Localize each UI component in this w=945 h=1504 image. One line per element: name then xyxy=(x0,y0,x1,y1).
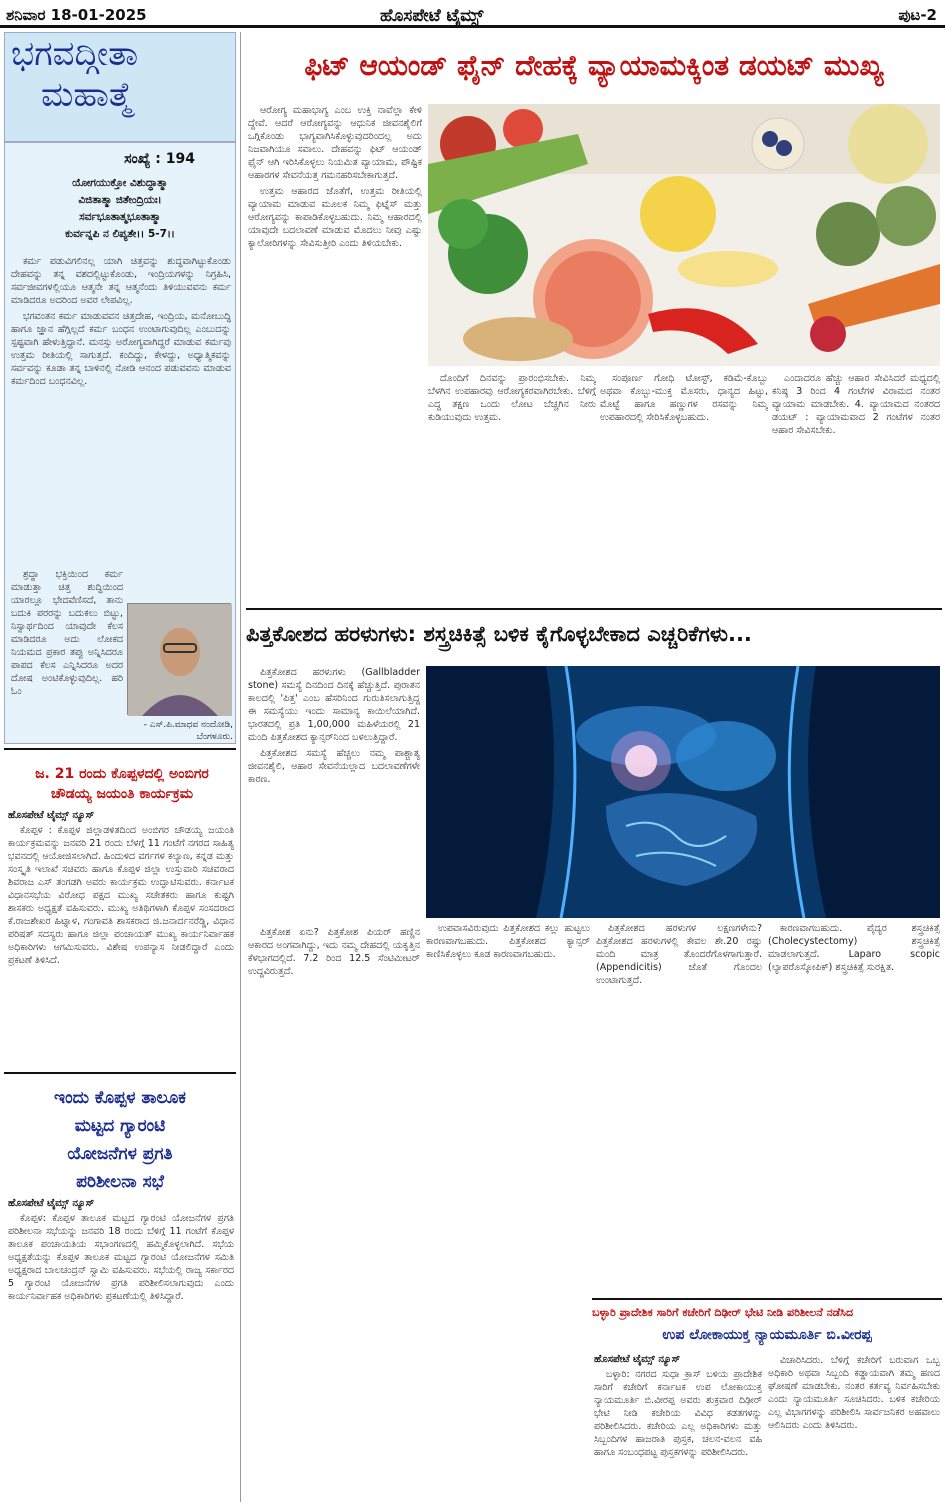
guarantee-headline xyxy=(4,1084,236,1196)
gita-number: ಸಂಖ್ಯೆ : 194 xyxy=(124,151,195,167)
article-para: ಉಪವಾಸವಿರುವುದು ಪಿತ್ತಕೋಶದ ಕಲ್ಲು ಹುಟ್ಟಲು ಕಾರಣವಾಗಬಹುದು. ಪಿತ್ತಕೋಶದ ಕ್ಯಾನ್ಸರ್ ಕಾಣಿಸಿಕೊಳ್ಳಲು ಕೂಡ ಕಾರಣವಾಗಬಹುದು. xyxy=(426,923,590,960)
ambiga-body xyxy=(8,824,234,1069)
article-para: ಆರೋಗ್ಯ ಮಹಾಭಾಗ್ಯ ಎಂಬ ಉಕ್ತಿ ನಾವೆಲ್ಲಾ ಕೇಳಿ ದ್ದೇವೆ. ಆದರೆ ಆರೋಗ್ಯವನ್ನು ಆಧುನಿಕ ಜೀವನಶೈಲಿಗೆ ಒಗ್ಗಿಕೊಂಡು ಭಾಗ್ಯವಾಗಿಸಿಕೊಳ್ಳುವುದರಿಂದಲ್ಲ ಅದು ನಿಜವಾಗಿಯೂ ಸವಾಲು. ದೇಹವನ್ನು ಫಿಟ್ ಆಯಂಡ್ ಫೈನ್ ಆಗಿ ಇರಿಸಿಕೊಳ್ಳಲು ನಿಯಮಿತ ವ್ಯಾಯಾಮ, ಪೌಷ್ಟಿಕ ಆಹಾರಗಳ ಸೇವನೆಯತ್ತ ಗಮನಹರಿಸಬೇಕಾಗುತ್ತದೆ. xyxy=(248,105,422,181)
divider xyxy=(4,748,236,750)
masthead: ಹೊಸಪೇಟೆ ಟೈಮ್ಸ್ xyxy=(380,6,484,26)
gita-para: ಭಗವಂತನ ಕರ್ಮ ಮಾಡುವವನ ಚಿತ್ತದೇಹ, ಇಂದ್ರಿಯ, ಮನೋಬುದ್ಧಿ ಹಾಗೂ ಜ್ಞಾನ ಹೆಗ್ಗಿಲ್ಲದೆ ಕರ್ಮ ಬಂಧನ ಉಂಟಾಗುವುದಿಲ್ಲ ಎಂಬುದನ್ನು ಸ್ಪಷ್ಟವಾಗಿ ಹೇಳುತ್ತಿದ್ದಾನೆ. ಮನಸ್ಸು ಅರೋಗ್ಯವಾಗಿದ್ದರೆ ಮಾಡುವ ಕರ್ಮವು ಉತ್ತಮ ರೀತಿಯಲ್ಲಿ ಸಾಗುತ್ತದೆ. ಕಂದಿದ್ದು, ಕೇಳದ್ದು, ಅಧ್ಯಾತ್ಮಿಕವನ್ನು ಸರ್ವವನ್ನು ಕೂಡಾ ತನ್ನ ಬಾಳಿನಲ್ಲಿ ನೋಡಿ ಆನಂದ ಪಡುವವನು ಮಾಡುವ ಕರ್ಮದಿಂದ ಬಂಧನವಿಲ್ಲ. xyxy=(11,311,231,387)
article-para: ದೊಂದಿಗೆ ದಿನವನ್ನು ಪ್ರಾರಂಭಿಸಬೇಕು. ನಿಮ್ಮ ಬೆಳಗಿನ ಉಪಹಾರವು ಆರೋಗ್ಯಕರವಾಗಿರಬೇಕು. ಬೆಳಿಗ್ಗೆ ಎದ್ದ ತಕ್ಷಣ ಒಂದು ಲೋಟ ಬೆಚ್ಚಗಿನ ನೀರು ಕುಡಿಯುವುದು ಉತ್ತಮ. xyxy=(428,373,596,423)
article-para: ಉತ್ತಮ ಆಹಾರದ ಜೊತೆಗೆ, ಉತ್ತಮ ರೀತಿಯಲ್ಲಿ ವ್ಯಾಯಾಮ ಮಾಡುವ ಮೂಲಕ ನಿಮ್ಮ ಫಿಟ್ನೆಸ್ ಮತ್ತು ಆರೋಗ್ಯವನ್ನು ಕಾಪಾಡಿಕೊಳ್ಳಬಹುದು. ನಿಮ್ಮ ಆಹಾರದಲ್ಲಿ ಯಾವುದೇ ಬದಲಾವಣೆ ಮಾಡುವ ಮೊದಲು ನೀವು ಎಷ್ಟು ಕ್ಯಾಲೋರಿಗಳನ್ನು ಸೇವಿಸುತ್ತೀರಿ ಎಂದು ತಿಳಿಯಬೇಕು. xyxy=(248,186,422,249)
article-para: ಕಾರಣವಾಗಬಹುದು. ಪೈದ್ಯರ ಶಸ್ತ್ರಚಿಕಿತ್ಸೆ (Cholecystectomy) ಶಸ್ತ್ರಚಿಕಿತ್ಸೆ ಮಾಡಲಾಗುತ್ತದೆ. Laparo scopic (ಲ್ಯಾಪರೊಸ್ಕೋಪಿಕ್) ಶಸ್ತ್ರಚಿಕಿತ್ಸೆ ಸುರಕ್ಷಿತ. xyxy=(768,923,940,973)
gita-text xyxy=(11,255,231,565)
bellary-col2 xyxy=(768,1354,940,1500)
bellary-col1 xyxy=(594,1368,762,1500)
bellary-dateline: ಹೊಸಪೇಟೆ ಟೈಮ್ಸ್ ನ್ಯೂಸ್ xyxy=(594,1354,681,1365)
verse-line: ಯೋಗಯುಕ್ತೋ ವಿಶುದ್ಧಾತ್ಮಾ xyxy=(72,177,168,189)
gall-col2 xyxy=(426,922,590,1500)
guarantee-dateline: ಹೊಸಪೇಟೆ ಟೈಮ್ಸ್ ನ್ಯೂಸ್ xyxy=(8,1198,95,1209)
gall-col1b xyxy=(248,926,420,1500)
headline-line: ಜ. 21 ರಂದು ಕೊಪ್ಪಳದಲ್ಲಿ ಅಂಬಿಗರ xyxy=(35,766,209,782)
ambiga-headline xyxy=(8,764,236,804)
page-number: ಪುಟ-2 xyxy=(898,6,937,24)
gall-body-image xyxy=(426,666,940,918)
page-header xyxy=(0,0,945,28)
gita-text-2 xyxy=(11,568,123,718)
diet-col1 xyxy=(248,104,422,564)
divider xyxy=(592,1298,942,1300)
headline-line: ಪರಿಶೀಲನಾ ಸಭೆ xyxy=(76,1172,164,1192)
guarantee-body xyxy=(8,1212,234,1500)
divider xyxy=(4,1072,236,1074)
column-divider xyxy=(240,32,241,1502)
divider xyxy=(246,608,942,610)
headline-line: ಮಟ್ಟದ ಗ್ಯಾರಂಟಿ xyxy=(74,1116,166,1136)
headline-line: ಇಂದು ಕೊಪ್ಪಳ ತಾಲೂಕ xyxy=(54,1088,186,1108)
diet-col2 xyxy=(428,372,596,564)
bellary-headline-2: ಉಪ ಲೋಕಾಯುಕ್ತ ನ್ಯಾಯಮೂರ್ತಿ ಬಿ.ವೀರಪ್ಪ xyxy=(662,1327,872,1343)
gita-body-box xyxy=(4,142,236,744)
gall-col3 xyxy=(596,922,762,1296)
diet-food-image xyxy=(428,104,940,366)
article-para: ಸಂಪೂರ್ಣ ಗೋಧಿ ಟೋಸ್ಟ್, ಕಡಿಮೆ-ಕೊಬ್ಬು ಅಥವಾ ಕೊಬ್ಬು-ಮುಕ್ತ ಮೊಸರು, ಧಾನ್ಯದ ಹಿಟ್ಟು, ಮೊಟ್ಟೆ ಹಾಗೂ ಹಣ್ಣುಗಳ ರಸವನ್ನು ನಿಮ್ಮ ಉಪಹಾರದಲ್ಲಿ ಸೇರಿಸಿಕೊಳ್ಳಬಹುದು. xyxy=(600,373,768,423)
gita-title-box xyxy=(4,32,236,142)
article-para: ಪಿತ್ತಕೋಶ ಏನು? ಪಿತ್ತಕೋಶ ಪಿಯರ್ ಹಣ್ಣಿನ ಆಕಾರದ ಅಂಗವಾಗಿದ್ದು, ಇದು ನಮ್ಮ ದೇಹದಲ್ಲಿ ಯಕೃತ್ತಿನ ಕೆಳಭಾಗದಲ್ಲಿದೆ. 7.2 ರಿಂದ 12.5 ಸೆಂಟಿಮೀಟರ್ ಉದ್ದವಿರುತ್ತದೆ. xyxy=(248,927,420,977)
gita-author: - ಎಸ್.ಪಿ.ಮಾಧವ ನಂದೋಡಿ, ಬೆಂಗಳೂರು. xyxy=(143,720,233,742)
article-para: ಪಿತ್ತಕೋಶದ ಸಮಸ್ಯೆ ಹೆಚ್ಚಲು ನಮ್ಮ ಪಾಶ್ಚಾತ್ಯ ಜೀವನಶೈಲಿ, ಆಹಾರ ಸೇವನೆಯಲ್ಲಾದ ಬದಲಾವಣೆಗಳೇ ಕಾರಣ. xyxy=(248,748,420,785)
bellary-headline-1: ಬಳ್ಳಾರಿ ಪ್ರಾದೇಶಿಕ ಸಾರಿಗೆ ಕಚೇರಿಗೆ ದಿಢೀರ್ ಭೇಟಿ ನೀಡಿ ಪರಿಶೀಲನೆ ನಡೆಸಿದ xyxy=(592,1306,854,1319)
verse-line: ಕುರ್ವನ್ನಪಿ ನ ಲಿಪ್ಯತೇ।। 5-7।। xyxy=(65,228,175,240)
gall-col4 xyxy=(768,922,940,1296)
diet-col3 xyxy=(600,372,768,564)
verse-line: ಸರ್ವಭೂತಾತ್ಮಭೂತಾತ್ಮಾ xyxy=(79,211,161,223)
article-para: ಕೊಪ್ಪಳ : ಕೊಪ್ಪಳ ಜಿಲ್ಲಾಡಳಿತದಿಂದ ಅಂಬಿಗರ ಚೌಡಯ್ಯ ಜಯಂತಿ ಕಾರ್ಯಕ್ರಮವನ್ನು ಜನವರಿ 21 ರಂದು ಬೆಳಗ್ಗೆ 11 ಗಂಟೆಗೆ ನಗರದ ಸಾಹಿತ್ಯ ಭವನದಲ್ಲಿ ಆಯೋಜಿಸಲಾಗಿದೆ. ಹಿಂದುಳಿದ ವರ್ಗಗಳ ಕಲ್ಯಾಣ, ಕನ್ನಡ ಮತ್ತು ಸಂಸ್ಕೃತಿ ಇಲಾಖೆ ಸಚಿವರು ಹಾಗೂ ಕೊಪ್ಪಳ ಜಿಲ್ಲಾ ಉಸ್ತುವಾರಿ ಸಚಿವರಾದ ಶಿವರಾಜ ಎಸ್ ತಂಗಡಗಿ ಅವರು ಕಾರ್ಯಕ್ರಮ ಉದ್ಘಾಟಿಸುವರು. ಕರ್ನಾಟಕ ವಿಧಾನಸಭೆಯ ವಿರೋಧ ಪಕ್ಷದ ಮುಖ್ಯ ಸಚೇತಕರು ಹಾಗೂ ಕುಷ್ಟಗಿ ಶಾಸಕರು ಅಧ್ಯಕ್ಷತೆ ವಹಿಸುವರು. ಮುಖ್ಯ ಅತಿಥಿಗಳಾಗಿ ಕೊಪ್ಪಳ ಸಂಸದರಾದ ಕೆ.ರಾಜಶೇಖರ ಹಿಟ್ನಾಳ, ಗಂಗಾವತಿ ಶಾಸಕರಾದ ಜಿ.ಜನಾರ್ದನರೆಡ್ಡಿ, ವಿಧಾನ ಪರಿಷತ್ ಸದಸ್ಯರು ಹಾಗೂ ಜಿಲ್ಲಾ ಪಂಚಾಯತ್ ಮುಖ್ಯ ಕಾರ್ಯನಿರ್ವಾಹಕ ಅಧಿಕಾರಿಗಳು ಆಗಮಿಸುವರು. ವಿಶೇಷ ಉಪನ್ಯಾಸ ನೀಡಲಿದ್ದಾರೆ ಎಂದು ಪ್ರಕಟಣೆ ತಿಳಿಸಿದೆ. xyxy=(8,825,234,966)
article-para: ಪಿತ್ತಕೋಶದ ಹರಳುಗಳ ಲಕ್ಷಣಗಳೇನು? ಪಿತ್ತಕೋಶದ ಹರಳುಗಳಲ್ಲಿ ಕೇವಲ ಶೇ.20 ರಷ್ಟು ಮಂದಿ ಮಾತ್ರ ತೊಂದರೆಗೊಳಗಾಗುತ್ತಾರೆ. (Appendicitis) ಜೊತೆ ಗೊಂದಲ ಉಂಟಾಗುತ್ತದೆ. xyxy=(596,923,762,986)
article-para: ಎಂದಾದರೂ ಹೆಚ್ಚು ಆಹಾರ ಸೇವಿಸಿದರೆ ಮಧ್ಯದಲ್ಲಿ ಕನಿಷ್ಠ 3 ರಿಂದ 4 ಗಂಟೆಗಳ ವಿರಾಮದ ನಂತರ ವ್ಯಾಯಾಮ ಮಾಡಬೇಕು. 4. ವ್ಯಾಯಾಮದ ನಂತರದ ಡಯಟ್ : ವ್ಯಾಯಾಮವಾದ 2 ಗಂಟೆಗಳ ನಂತರ ಆಹಾರ ಸೇವಿಸಬೇಕು. xyxy=(772,373,940,436)
diet-col4 xyxy=(772,372,940,564)
gita-para: ಕರ್ಮ ಪಡುವಿಗಲಿನಲ್ಲ ಯಾಗಿ ಚಿತ್ತವನ್ನು ಶುದ್ಧವಾಗಿಟ್ಟುಕೊಂಡು ದೇಹವನ್ನು ತನ್ನ ವಶದಲ್ಲಿಟ್ಟುಕೊಂಡು, ಇಂದ್ರಿಯಗಳನ್ನು ನಿಗ್ರಹಿಸಿ, ಸರ್ವಜೀವಗಳಲ್ಲಿಯೂ ಆತ್ಮನೇ ತನ್ನ ಆತ್ಮನೆಂದು ತಿಳಿಯುವವನು ಕರ್ಮ ಮಾಡಿದರೂ ಅದರಿಂದ ಅವರ ಲೇಪವಿಲ್ಲ. xyxy=(11,256,231,306)
gall-headline: ಪಿತ್ತಕೋಶದ ಹರಳುಗಳು: ಶಸ್ತ್ರಚಿಕಿತ್ಸೆ ಬಳಿಕ ಕೈಗೊಳ್ಳಬೇಕಾದ ಎಚ್ಚರಿಕೆಗಳು... xyxy=(246,622,752,646)
verse-line: ವಿಜಿತಾತ್ಮಾ ಜಿತೇಂದ್ರಿಯಃ। xyxy=(78,194,162,206)
article-para: ಕೊಪ್ಪಳ: ಕೊಪ್ಪಳ ತಾಲೂಕ ಮಟ್ಟದ ಗ್ಯಾರಂಟಿ ಯೋಜನೆಗಳ ಪ್ರಗತಿ ಪರಿಶೀಲನಾ ಸಭೆಯನ್ನು ಜನವರಿ 18 ರಂದು ಬೆಳಿಗ್ಗೆ 11 ಗಂಟೆಗೆ ಕೊಪ್ಪಳ ತಾಲೂಕ ಪಂಚಾಯತಿಯ ಸಭಾಂಗಣದಲ್ಲಿ ಹಮ್ಮಿಕೊಳ್ಳಲಾಗಿದೆ. ಸಭೆಯ ಅಧ್ಯಕ್ಷತೆಯನ್ನು ಕೊಪ್ಪಳ ತಾಲೂಕ ಮಟ್ಟದ ಗ್ಯಾರಂಟಿ ಯೋಜನೆಗಳ ಸಮಿತಿ ಅಧ್ಯಕ್ಷರಾದ ಬಾಲಚಂದ್ರನ್ ಸ್ವಾಮಿ ವಹಿಸುವರು. ಸಭೆಯಲ್ಲಿ ರಾಜ್ಯ ಸರ್ಕಾರದ 5 ಗ್ಯಾರಂಟಿ ಯೋಜನೆಗಳ ಪ್ರಗತಿ ಪರಿಶೀಲಿಸಲಾಗುವುದು ಎಂದು ಕಾರ್ಯನಿರ್ವಾಹಕ ಅಧಿಕಾರಿಗಳು ಪ್ರಕಟಣೆಯಲ್ಲಿ ತಿಳಿಸಿದ್ದಾರೆ. xyxy=(8,1213,234,1302)
headline-line: ಚೌಡಯ್ಯ ಜಯಂತಿ ಕಾರ್ಯಕ್ರಮ xyxy=(50,786,194,802)
gall-col1 xyxy=(248,666,420,920)
gita-para: ಶ್ರದ್ಧಾ ಭಕ್ತಿಯಿಂದ ಕರ್ಮ ಮಾಡುತ್ತಾ ಚಿತ್ತ ಶುದ್ಧಿಯಿಂದ ಯಾರಲ್ಲೂ ಭೇದವೆಣಿಸದೆ, ತಾನು ಬದುಕಿ ಪರರನ್ನು ಬದುಕಲು ಬಿಟ್ಟು, ನಿಸ್ವಾರ್ಥದಿಂದ ಯಾವುದೇ ಕೆಲಸ ಮಾಡಿದರೂ ಅದು ಲೋಕದ ನಿಯಮದ ಪ್ರಕಾರ ತಪ್ಪು ಅನ್ನಿಸಿದರೂ ಪಾಪದ ಕೆಲಸ ಎನ್ನಿಸಿದರೂ ಅದರ ದೋಷ ಅಂಟಿಕೊಳ್ಳುವುದಿಲ್ಲ. ಹರಿ ಓಂ xyxy=(11,569,123,697)
gita-verse xyxy=(5,175,235,243)
diet-headline: ಫಿಟ್ ಆಯಂಡ್ ಫೈನ್ ದೇಹಕ್ಕೆ ವ್ಯಾಯಾಮಕ್ಕಿಂತ ಡಯಟ್ ಮುಖ್ಯ xyxy=(304,49,884,82)
author-photo xyxy=(127,603,231,715)
article-para: ಬಳ್ಳಾರಿ: ನಗರದ ಸುಧಾ ಕ್ರಾಸ್ ಬಳಿಯ ಪ್ರಾದೇಶಿಕ ಸಾರಿಗೆ ಕಚೇರಿಗೆ ಕರ್ನಾಟಕ ಉಪ ಲೋಕಾಯುಕ್ತ ನ್ಯಾಯಮೂರ್ತಿ ಬಿ.ವೀರಪ್ಪ ಅವರು ಶುಕ್ರವಾರ ದಿಢೀರ್ ಭೇಟಿ ನೀಡಿ ಕಚೇರಿಯ ವಿವಿಧ ಕಡತಗಳನ್ನು ಪರಿಶೀಲಿಸಿದರು. ಕಚೇರಿಯ ಎಲ್ಲ ಅಧಿಕಾರಿಗಳು ಮತ್ತು ಸಿಬ್ಬಂದಿಗಳ ಹಾಜರಾತಿ ಪುಸ್ತಕ, ಚಲನ-ವಲನ ವಹಿ ಹಾಗೂ ಸಂಬಂಧಪಟ್ಟ ಪುಸ್ತಕಗಳನ್ನು ಪರಿಶೀಲಿಸಿದರು. xyxy=(594,1369,762,1458)
article-para: ವಿಚಾರಿಸಿದರು. ಬೆಳಿಗ್ಗೆ ಕಚೇರಿಗೆ ಬರುವಾಗ ಒಬ್ಬ ಅಧಿಕಾರಿ ಅಥವಾ ಸಿಬ್ಬಂದಿ ಕಡ್ಡಾಯವಾಗಿ ತಮ್ಮ ಹಣದ ಘೋಷಣೆ ಮಾಡಬೇಕು. ನಂತರ ಕರ್ತವ್ಯ ನಿರ್ವಹಿಸಬೇಕು ಎಂದು ನ್ಯಾಯಮೂರ್ತಿ ಸೂಚಿಸಿದರು. ಬಳಿಕ ಕಚೇರಿಯ ಎಲ್ಲ ವಿಭಾಗಗಳನ್ನು ಪರಿಶೀಲಿಸಿ ಸಾರ್ವಜನಿಕರ ಅಹವಾಲು ಆಲಿಸಿದರು ಎಂದು ತಿಳಿಸಿದರು. xyxy=(768,1355,940,1431)
article-para: ಪಿತ್ತಕೋಶದ ಹರಳುಗಳು (Gallbladder stone) ಸಮಸ್ಯೆ ದಿನದಿಂದ ದಿನಕ್ಕೆ ಹೆಚ್ಚುತ್ತಿದೆ. ಪುರಾತನ ಕಾಲದಲ್ಲಿ 'ಪಿತ್ತ' ಎಂಬ ಹೆಸರಿನಿಂದ ಗುರುತಿಸಲಾಗುತ್ತಿದ್ದ ಈ ಸಮಸ್ಯೆಯು ಇಂದು ಸಾಮಾನ್ಯ ಕಾಯಿಲೆಯಾಗಿದೆ. ಭಾರತದಲ್ಲಿ ಪ್ರತಿ 1,00,000 ಮಹಿಳೆಯರಲ್ಲಿ 21 ಮಂದಿ ಪಿತ್ತಕೋಶದ ಕ್ಯಾನ್ಸರ್‌ನಿಂದ ಬಳಲುತ್ತಿದ್ದಾರೆ. xyxy=(248,667,420,743)
ambiga-dateline: ಹೊಸಪೇಟೆ ಟೈಮ್ಸ್ ನ್ಯೂಸ್ xyxy=(8,810,95,821)
gita-title-line2: ಮಹಾತ್ಮೆ xyxy=(41,75,133,115)
headline-line: ಯೋಜನೆಗಳ ಪ್ರಗತಿ xyxy=(67,1144,173,1164)
issue-date: ಶನಿವಾರ 18-01-2025 xyxy=(6,6,147,24)
gita-title-line1: ಭಗವದ್ಗೀತಾ xyxy=(11,34,139,74)
